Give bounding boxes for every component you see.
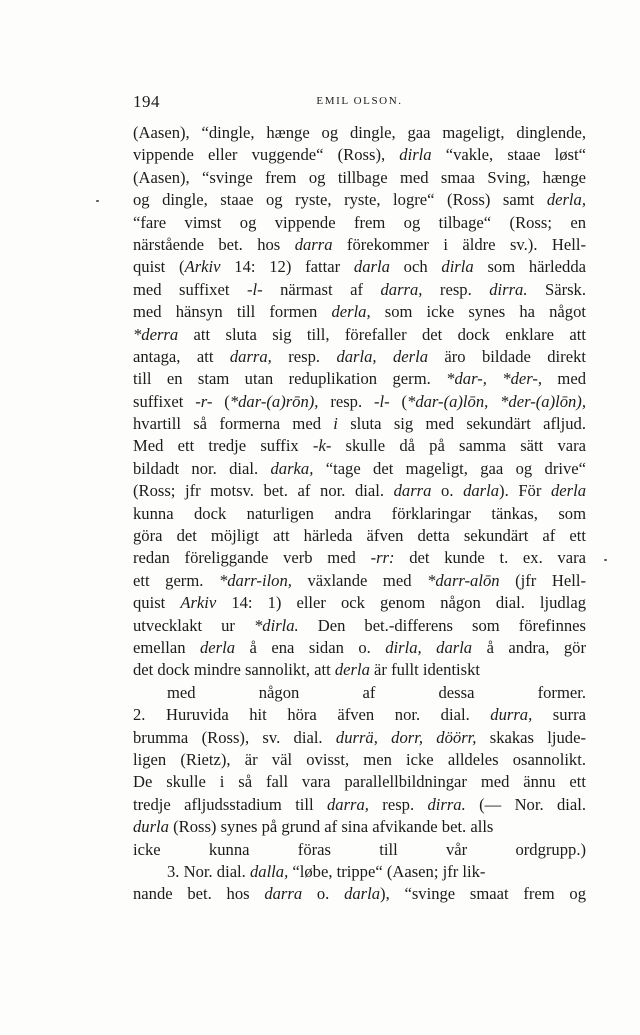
italic-word: darla, derla <box>336 346 428 366</box>
text-run: ), “svinge smaat frem og <box>380 884 586 904</box>
text-run: resp. <box>318 391 374 411</box>
italic-word: *derra <box>133 324 179 344</box>
text-run: (Aasen), “svinge frem og tillbage med smaa Sving, hænge <box>133 167 586 187</box>
text-line <box>133 727 586 749</box>
text-line <box>133 637 586 659</box>
text-run: icke kunna föras till vår ordgrupp.) <box>133 839 586 859</box>
italic-word: darla <box>463 481 500 501</box>
text-run: quist ( <box>133 257 185 277</box>
text-line <box>133 615 586 637</box>
text-run: (Ross) synes på grund af sina afvikande bet. alls <box>168 817 494 837</box>
text-line <box>133 435 586 457</box>
text-run: med <box>542 369 587 389</box>
page-header <box>133 92 586 112</box>
text-line <box>133 167 586 189</box>
text-line <box>133 189 586 211</box>
italic-word: *dar-(a)rōn), <box>229 391 319 411</box>
text-line <box>133 346 586 368</box>
text-run: 14: 1) eller ock genom någon dial. ljudlag <box>216 593 586 613</box>
italic-word: -l- <box>246 279 263 299</box>
text-run: “tage det mageligt, gaa og drive“ <box>313 458 586 478</box>
italic-word: *dirla. <box>253 615 299 635</box>
text-run: som icke synes ha något <box>370 302 586 322</box>
italic-word: *dar-, *der-, <box>446 369 543 389</box>
text-line <box>133 861 586 883</box>
text-run: ( <box>389 391 408 411</box>
text-run: med hänsyn till formen <box>133 302 332 322</box>
text-line <box>133 816 586 838</box>
text-run: kunna dock naturligen andra förklaringar tänkas, som <box>133 503 586 523</box>
italic-word: Arkiv <box>180 593 217 613</box>
text-line <box>133 592 586 614</box>
text-run: med någon af dessa former. <box>167 682 586 702</box>
text-run: surra <box>532 705 586 725</box>
text-run: “løbe, trippe“ (Aasen; jfr lik- <box>288 861 486 881</box>
italic-word: derla <box>550 481 587 501</box>
text-run: göra det möjligt att härleda äfven detta sekundärt af ett <box>133 526 586 546</box>
italic-word: dalla, <box>249 861 289 881</box>
print-speck-right <box>604 559 607 561</box>
text-run: tredje afljudsstadium till <box>133 794 327 814</box>
text-line <box>133 749 586 771</box>
text-line <box>133 839 586 861</box>
body-text <box>133 122 586 906</box>
text-run: närstående bet. hos <box>133 234 295 254</box>
text-run: med suffixet <box>133 279 247 299</box>
text-run: ligen (Rietz), är väl ovisst, men icke alldeles osannolikt. <box>133 749 586 769</box>
text-run: resp. <box>271 346 337 366</box>
italic-word: derla <box>200 637 236 657</box>
text-run: (jfr Hell- <box>499 570 586 590</box>
text-run: till en stam utan reduplikation germ. <box>133 369 447 389</box>
text-run: skulle då på samma sätt vara <box>331 436 586 456</box>
text-line <box>133 391 586 413</box>
italic-word: durra, <box>490 705 533 725</box>
italic-word: darra <box>294 234 333 254</box>
text-run: närmast af <box>262 279 381 299</box>
text-run: emellan <box>133 637 200 657</box>
text-run: hvartill så formerna med <box>133 414 334 434</box>
text-run: sluta sig med sekundärt afljud. <box>337 414 586 434</box>
text-run: ( <box>212 391 230 411</box>
text-run: som härledda <box>473 257 586 277</box>
text-run: “vakle, staae løst“ <box>431 145 586 165</box>
italic-word: darla <box>344 884 381 904</box>
text-line <box>133 547 586 569</box>
text-run: växlande med <box>291 570 428 590</box>
text-line <box>133 301 586 323</box>
text-line <box>133 883 586 905</box>
italic-word: i <box>333 414 338 434</box>
italic-word: dirra. <box>489 279 528 299</box>
text-run: bildadt nor. dial. <box>133 458 271 478</box>
text-line <box>133 503 586 525</box>
italic-word: derla <box>334 660 370 680</box>
italic-word: dirla, darla <box>385 637 473 657</box>
text-run: å ena sidan o. <box>235 637 386 657</box>
text-run: resp. <box>422 279 490 299</box>
text-line <box>133 212 586 234</box>
text-run: det kunde t. ex. vara <box>394 548 586 568</box>
text-run: ). För <box>499 481 551 501</box>
text-line <box>133 704 586 726</box>
text-run: (Ross; jfr motsv. bet. af nor. dial. <box>133 481 394 501</box>
text-run: skakas ljude- <box>476 727 586 747</box>
italic-word: darla <box>353 257 390 277</box>
italic-word: darka, <box>270 458 314 478</box>
running-head: EMIL OLSON. <box>316 95 403 107</box>
text-run: De skulle i så fall vara parallellbildningar med ännu ett <box>133 772 586 792</box>
text-line <box>133 279 586 301</box>
italic-word: -rr: <box>370 548 395 568</box>
text-run: å andra, gör <box>472 637 587 657</box>
text-run: Särsk. <box>527 279 587 299</box>
text-line <box>133 122 586 144</box>
text-line <box>133 368 586 390</box>
text-line <box>133 570 586 592</box>
text-run: nande bet. hos <box>133 884 265 904</box>
text-line <box>133 324 586 346</box>
text-line <box>133 458 586 480</box>
italic-word: dirra. <box>427 794 466 814</box>
text-run: (— Nor. dial. <box>465 794 586 814</box>
text-run: suffixet <box>133 391 196 411</box>
text-run: redan föreliggande verb med <box>133 548 371 568</box>
text-line <box>133 234 586 256</box>
text-run: det dock mindre sannolikt, att <box>133 660 335 680</box>
italic-word: *darr-alōn <box>427 570 500 590</box>
italic-word: durrä, dorr, döörr, <box>335 727 477 747</box>
text-line <box>133 413 586 435</box>
italic-word: -k- <box>312 436 332 456</box>
text-line <box>133 659 586 681</box>
text-run: ett germ. <box>133 570 219 590</box>
italic-word: -r- <box>195 391 213 411</box>
text-run: o. <box>302 884 345 904</box>
text-run: “fare vimst og vippende frem og tilbage“ (Ross; en <box>133 212 586 232</box>
text-run: quist <box>133 593 181 613</box>
text-line <box>133 480 586 502</box>
text-line <box>133 794 586 816</box>
text-run: att sluta sig till, förefaller det dock enklare att <box>178 324 586 344</box>
italic-word: -l- <box>373 391 390 411</box>
text-run: brumma (Ross), sv. dial. <box>133 727 336 747</box>
text-run: og dingle, staae og ryste, ryste, logre“ (Ross) samt <box>133 190 547 210</box>
italic-word: Arkiv <box>184 257 221 277</box>
italic-word: *darr-ilon, <box>218 570 292 590</box>
italic-word: darra, <box>229 346 272 366</box>
print-speck-left <box>96 200 99 202</box>
text-line <box>133 144 586 166</box>
text-run: förekommer i äldre sv.). Hell- <box>332 234 586 254</box>
text-run: vippende eller vuggende“ (Ross), <box>133 145 400 165</box>
text-run: 14: 12) fattar <box>220 257 354 277</box>
text-run: antaga, att <box>133 346 230 366</box>
italic-word: dirla <box>399 145 432 165</box>
italic-word: darra, <box>326 794 369 814</box>
text-line <box>133 771 586 793</box>
text-run: (Aasen), “dingle, hænge og dingle, gaa mageligt, dinglende, <box>133 123 586 142</box>
italic-word: darra, <box>380 279 423 299</box>
text-run: resp. <box>368 794 428 814</box>
text-line <box>133 256 586 278</box>
text-run: Med ett tredje suffix <box>133 436 313 456</box>
text-run: 2. Huruvida hit höra äfven nor. dial. <box>133 705 491 725</box>
text-line <box>133 525 586 547</box>
text-run: är fullt identiskt <box>369 660 481 680</box>
text-run: 3. Nor. dial. <box>167 861 250 881</box>
italic-word: darra <box>393 481 432 501</box>
text-run: och <box>389 257 442 277</box>
text-run: o. <box>431 481 464 501</box>
italic-word: darra <box>264 884 303 904</box>
italic-word: *dar-(a)lōn, *der-(a)lōn), <box>407 391 586 411</box>
italic-word: durla <box>133 817 169 837</box>
text-run: utvecklakt ur <box>133 615 254 635</box>
italic-word: derla, <box>331 302 371 322</box>
text-run: Den bet.-differens som förefinnes <box>298 615 586 635</box>
italic-word: derla, <box>546 190 586 210</box>
text-run: äro bildade direkt <box>428 346 586 366</box>
page-number: 194 <box>133 92 160 111</box>
text-line <box>133 682 586 704</box>
italic-word: dirla <box>441 257 474 277</box>
